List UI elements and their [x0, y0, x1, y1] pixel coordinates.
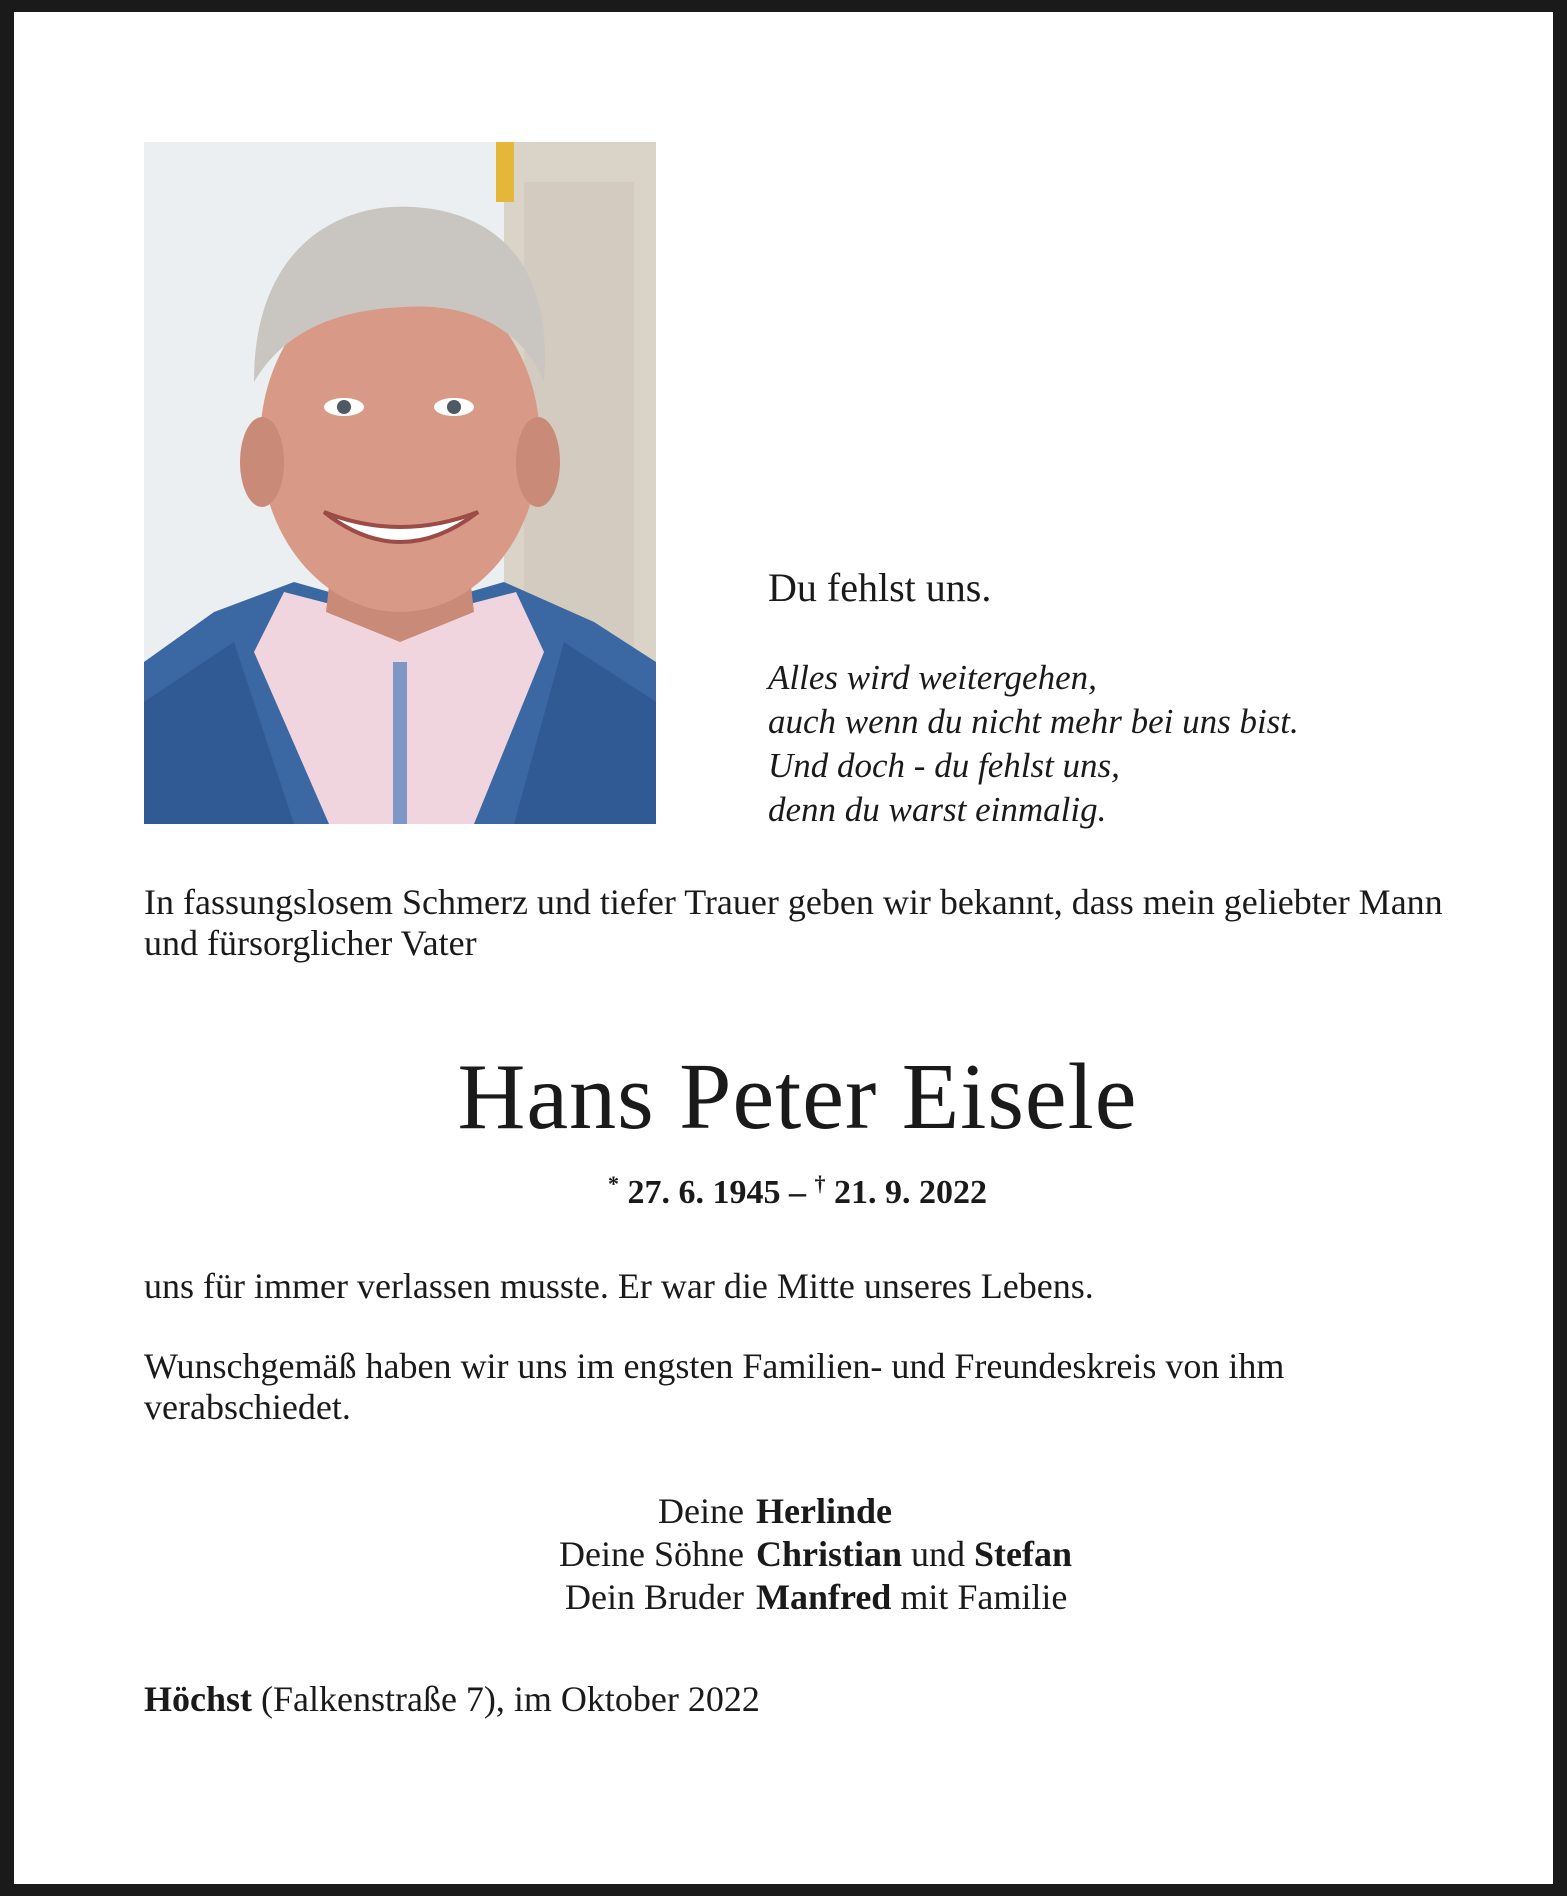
- birth-mark: *: [608, 1171, 619, 1196]
- signature-joiner: und: [911, 1534, 966, 1574]
- signature-names: [756, 1533, 1072, 1576]
- signature-name: Christian: [756, 1534, 903, 1574]
- signature-label: Deine: [658, 1491, 744, 1531]
- date-separator: –: [789, 1174, 806, 1211]
- signature-label: Dein Bruder: [565, 1577, 744, 1617]
- signature-row: [14, 1533, 1567, 1576]
- signature-name: Stefan: [974, 1534, 1073, 1574]
- death-date: 21. 9. 2022: [834, 1174, 987, 1211]
- place-town: Höchst: [144, 1679, 252, 1719]
- message-paragraph: uns für immer verlassen musste. Er war die Mitte unseres Lebens.: [144, 1266, 1094, 1306]
- poem-line: Und doch - du fehlst uns,: [768, 746, 1120, 785]
- portrait-photo: [144, 142, 656, 824]
- signature-names: [756, 1576, 1067, 1619]
- intro-text: In fassungslosem Schmerz und tiefer Trauer geben wir bekannt, dass mein geliebter Mann und fürsorglicher Vater: [144, 882, 1443, 963]
- poem-line: denn du warst einmalig.: [768, 790, 1107, 829]
- signature-label: Deine Söhne: [559, 1534, 744, 1574]
- death-mark: †: [814, 1171, 826, 1196]
- signature-names: [756, 1490, 892, 1533]
- signature-row: [14, 1576, 1567, 1619]
- place-date-line: [144, 1678, 760, 1721]
- deceased-name: Hans Peter Eisele: [457, 1045, 1138, 1149]
- signatures: [14, 1490, 1567, 1619]
- birth-date: 27. 6. 1945: [627, 1174, 781, 1211]
- portrait-image: [144, 142, 656, 824]
- farewell-paragraph: Wunschgemäß haben wir uns im engsten Familien- und Freundeskreis von ihm verabschiedet.: [144, 1346, 1285, 1427]
- poem-line: Alles wird weitergehen,: [768, 658, 1097, 697]
- poem: [768, 656, 1299, 832]
- signature-name: Manfred: [756, 1577, 892, 1617]
- signature-row: [14, 1490, 1567, 1533]
- life-dates: [14, 1162, 1567, 1215]
- signature-suffix: mit Familie: [900, 1577, 1068, 1617]
- poem-line: auch wenn du nicht mehr bei uns bist.: [768, 702, 1299, 741]
- place-rest: (Falkenstraße 7), im Oktober 2022: [261, 1679, 760, 1719]
- signature-name: Herlinde: [756, 1491, 892, 1531]
- motto-heading: Du fehlst uns.: [768, 565, 992, 610]
